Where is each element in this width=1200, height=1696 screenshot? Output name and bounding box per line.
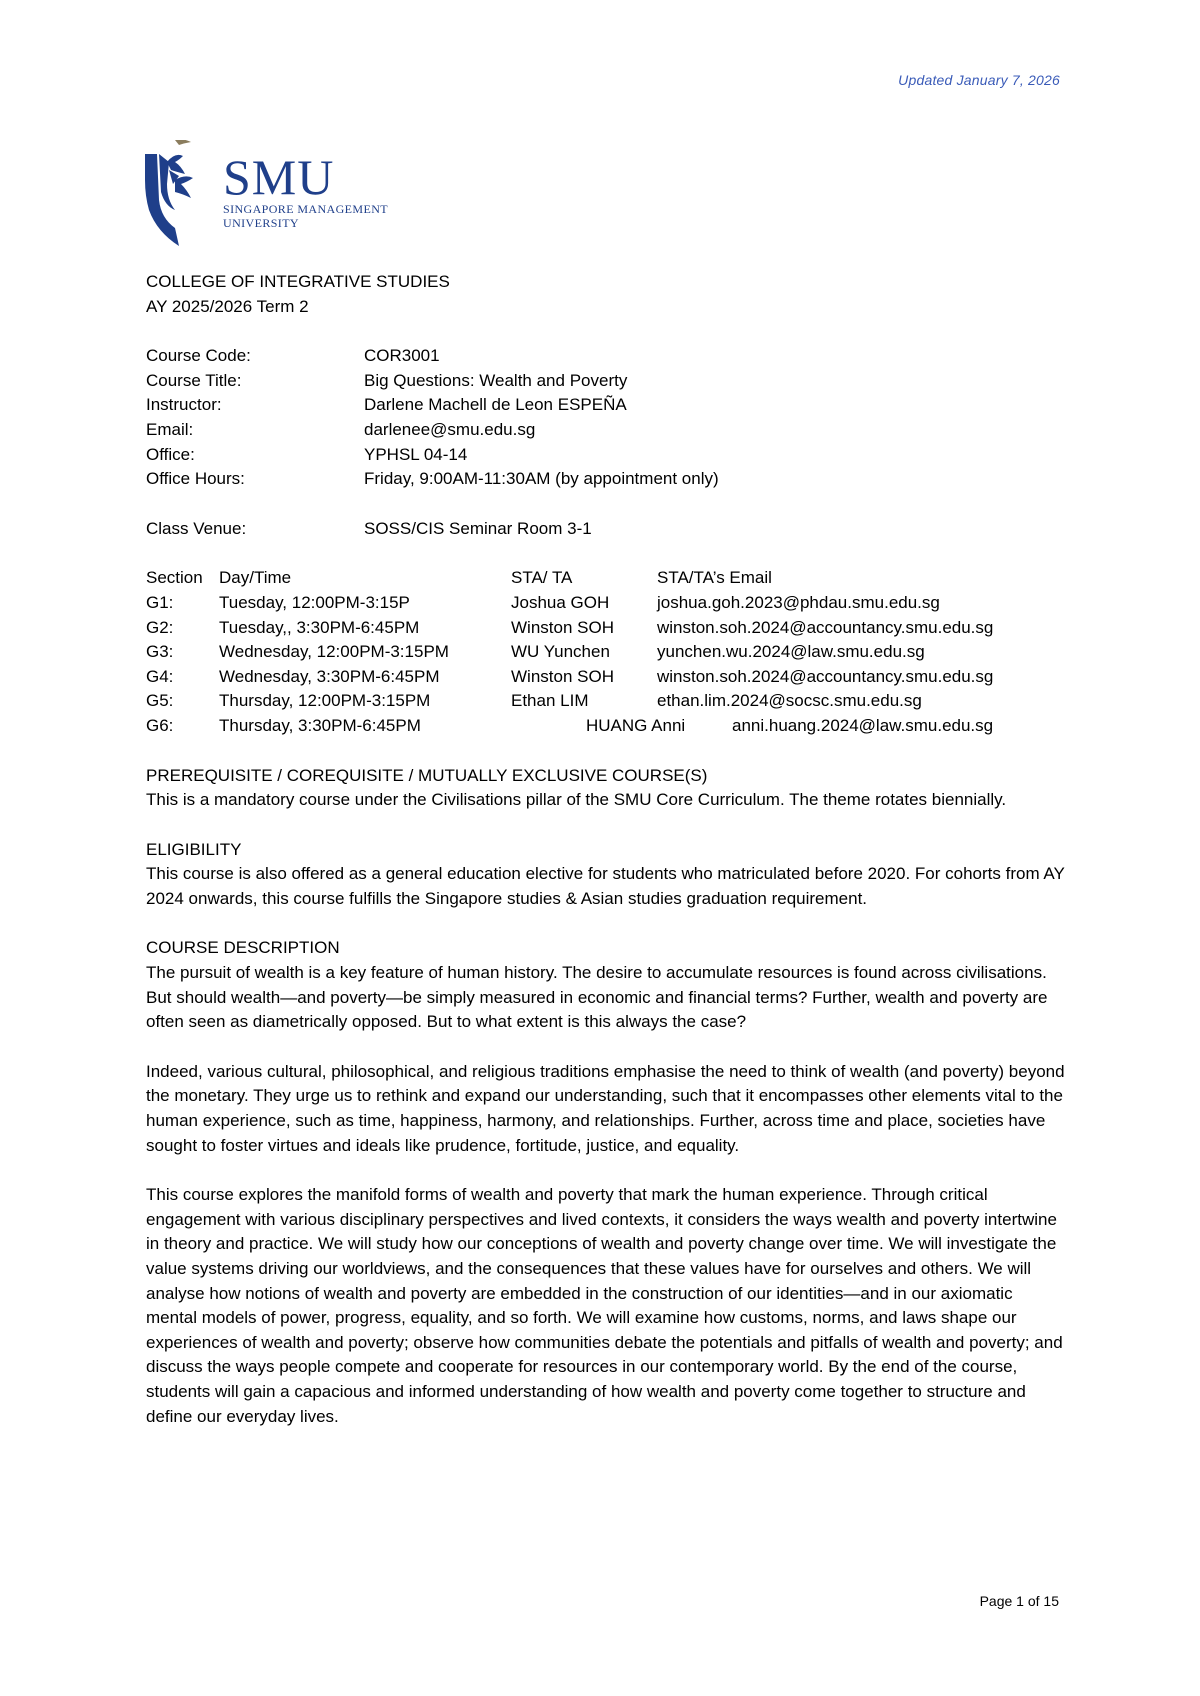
course-info-row [146,393,1066,418]
section-ta: Joshua GOH [511,592,610,612]
prereq-heading: PREREQUISITE / COREQUISITE / MUTUALLY EXCLUSIVE COURSE(S) [146,765,708,785]
smu-logo [145,140,405,252]
section-daytime: Wednesday, 3:30PM-6:45PM [219,666,440,686]
course-info-row [146,369,1066,394]
class-venue-label: Class Venue: [146,518,247,538]
table-row [146,640,1066,665]
course-title-label: Course Title: [146,370,242,390]
section-code: G5: [146,691,174,711]
section-daytime: Thursday, 3:30PM-6:45PM [219,715,421,735]
course-title-value: Big Questions: Wealth and Poverty [364,370,628,390]
section-ta-email[interactable]: joshua.goh.2023@phdau.smu.edu.sg [657,592,940,612]
section-code: G1: [146,592,174,612]
table-row [146,689,1066,714]
sections-table [146,566,1066,738]
page-number: Page 1 of 15 [979,1593,1059,1609]
section-daytime: Thursday, 12:00PM-3:15PM [219,691,431,711]
course-info-row [146,344,1066,369]
section-daytime: Tuesday,, 3:30PM-6:45PM [219,617,420,637]
column-header-section: Section [146,568,203,588]
section-ta: Winston SOH [511,666,614,686]
course-info-row [146,443,1066,468]
section-code: G4: [146,666,174,686]
table-row [146,591,1066,616]
column-header-daytime: Day/Time [219,568,292,588]
eligibility-heading: ELIGIBILITY [146,839,242,859]
office-hours-value: Friday, 9:00AM-11:30AM (by appointment only) [364,469,719,489]
logo-wordmark: SMU [223,149,335,205]
office-label: Office: [146,444,195,464]
logo-subtitle-line1: SINGAPORE MANAGEMENT [223,202,389,216]
instructor-value: Darlene Machell de Leon ESPEÑA [364,395,627,415]
course-code-value: COR3001 [364,346,440,366]
section-ta: WU Yunchen [511,642,610,662]
syllabus-body [146,270,1066,1429]
section-ta: Ethan LIM [511,691,589,711]
instructor-label: Instructor: [146,395,222,415]
course-description-paragraph: This course explores the manifold forms of wealth and poverty that mark the human experience. Through critical engagement with various disciplinary perspectives and lived contexts, it considers the ways wealth and poverty intertwine in theory and practice. We will study how our conceptions of wealth and poverty change over time. We will investigate the value systems driving our worldviews, and the consequences that these values have for ourselves and others. We will analyse how notions of wealth and poverty are embedded in the construction of our identities—and in our axiomatic mental models of power, progress, equality, and so forth. We will examine how customs, norms, and laws shape our experiences of wealth and poverty; observe how communities debate the potentials and pitfalls of wealth and poverty; and discuss the ways people compete and cooperate for resources in our contemporary world. By the end of the course, students will gain a capacious and informed understanding of how wealth and poverty come together to structure and define our everyday lives. [146,1185,1063,1426]
table-row [146,616,1066,641]
course-description-paragraph: The pursuit of wealth is a key feature of human history. The desire to accumulate resources is found across civilisations. But should wealth—and poverty—be simply measured in economic and financial terms? Further, wealth and poverty are often seen as diametrically opposed. But to what extent is this always the case? [146,963,1048,1032]
table-row [146,665,1066,690]
section-code: G3: [146,642,174,662]
section-ta-email[interactable]: winston.soh.2024@accountancy.smu.edu.sg [657,617,994,637]
eligibility-text: This course is also offered as a general education elective for students who matriculated before 2020. For cohorts from AY 2024 onwards, this course fulfills the Singapore studies & Asian studies graduation requirement. [146,864,1065,908]
section-ta-email[interactable]: yunchen.wu.2024@law.smu.edu.sg [657,642,925,662]
table-row [146,714,1066,739]
sections-header-row [146,566,1066,591]
section-ta: Winston SOH [511,617,614,637]
section-ta-email[interactable]: winston.soh.2024@accountancy.smu.edu.sg [657,666,994,686]
prereq-text: This is a mandatory course under the Civilisations pillar of the SMU Core Curriculum. The theme rotates biennially. [146,790,1007,810]
instructor-email[interactable]: darlenee@smu.edu.sg [364,419,536,439]
office-hours-label: Office Hours: [146,469,245,489]
course-description-heading: COURSE DESCRIPTION [146,938,340,958]
column-header-ta: STA/ TA [511,568,573,588]
class-venue-value: SOSS/CIS Seminar Room 3-1 [364,518,592,538]
class-venue-row [146,517,1066,542]
section-code: G2: [146,617,174,637]
academic-term: AY 2025/2026 Term 2 [146,296,309,316]
email-label: Email: [146,419,194,439]
course-info-row [146,467,1066,492]
column-header-ta-email: STA/TA’s Email [657,568,772,588]
course-info [146,344,1066,492]
section-code: G6: [146,715,174,735]
section-ta-email[interactable]: anni.huang.2024@law.smu.edu.sg [732,715,994,735]
section-daytime: Wednesday, 12:00PM-3:15PM [219,642,449,662]
smu-lion-crest-icon [145,140,211,252]
course-code-label: Course Code: [146,346,251,366]
course-description-paragraph: Indeed, various cultural, philosophical, and religious traditions emphasise the need to think of wealth (and poverty) beyond the monetary. They urge us to rethink and expand our understanding, such that it encompasses other elements vital to the human experience, such as time, happiness, harmony, and relationships. Further, across time and place, societies have sought to foster virtues and ideals like prudence, fortitude, justice, and equality. [146,1061,1065,1155]
section-ta-email[interactable]: ethan.lim.2024@socsc.smu.edu.sg [657,691,922,711]
office-value: YPHSL 04-14 [364,444,468,464]
section-daytime: Tuesday, 12:00PM-3:15P [219,592,410,612]
college-name: COLLEGE OF INTEGRATIVE STUDIES [146,272,450,291]
updated-date: Updated January 7, 2026 [898,72,1060,88]
logo-subtitle-line2: UNIVERSITY [223,216,299,230]
section-ta: HUANG Anni [586,715,686,735]
course-info-row [146,418,1066,443]
